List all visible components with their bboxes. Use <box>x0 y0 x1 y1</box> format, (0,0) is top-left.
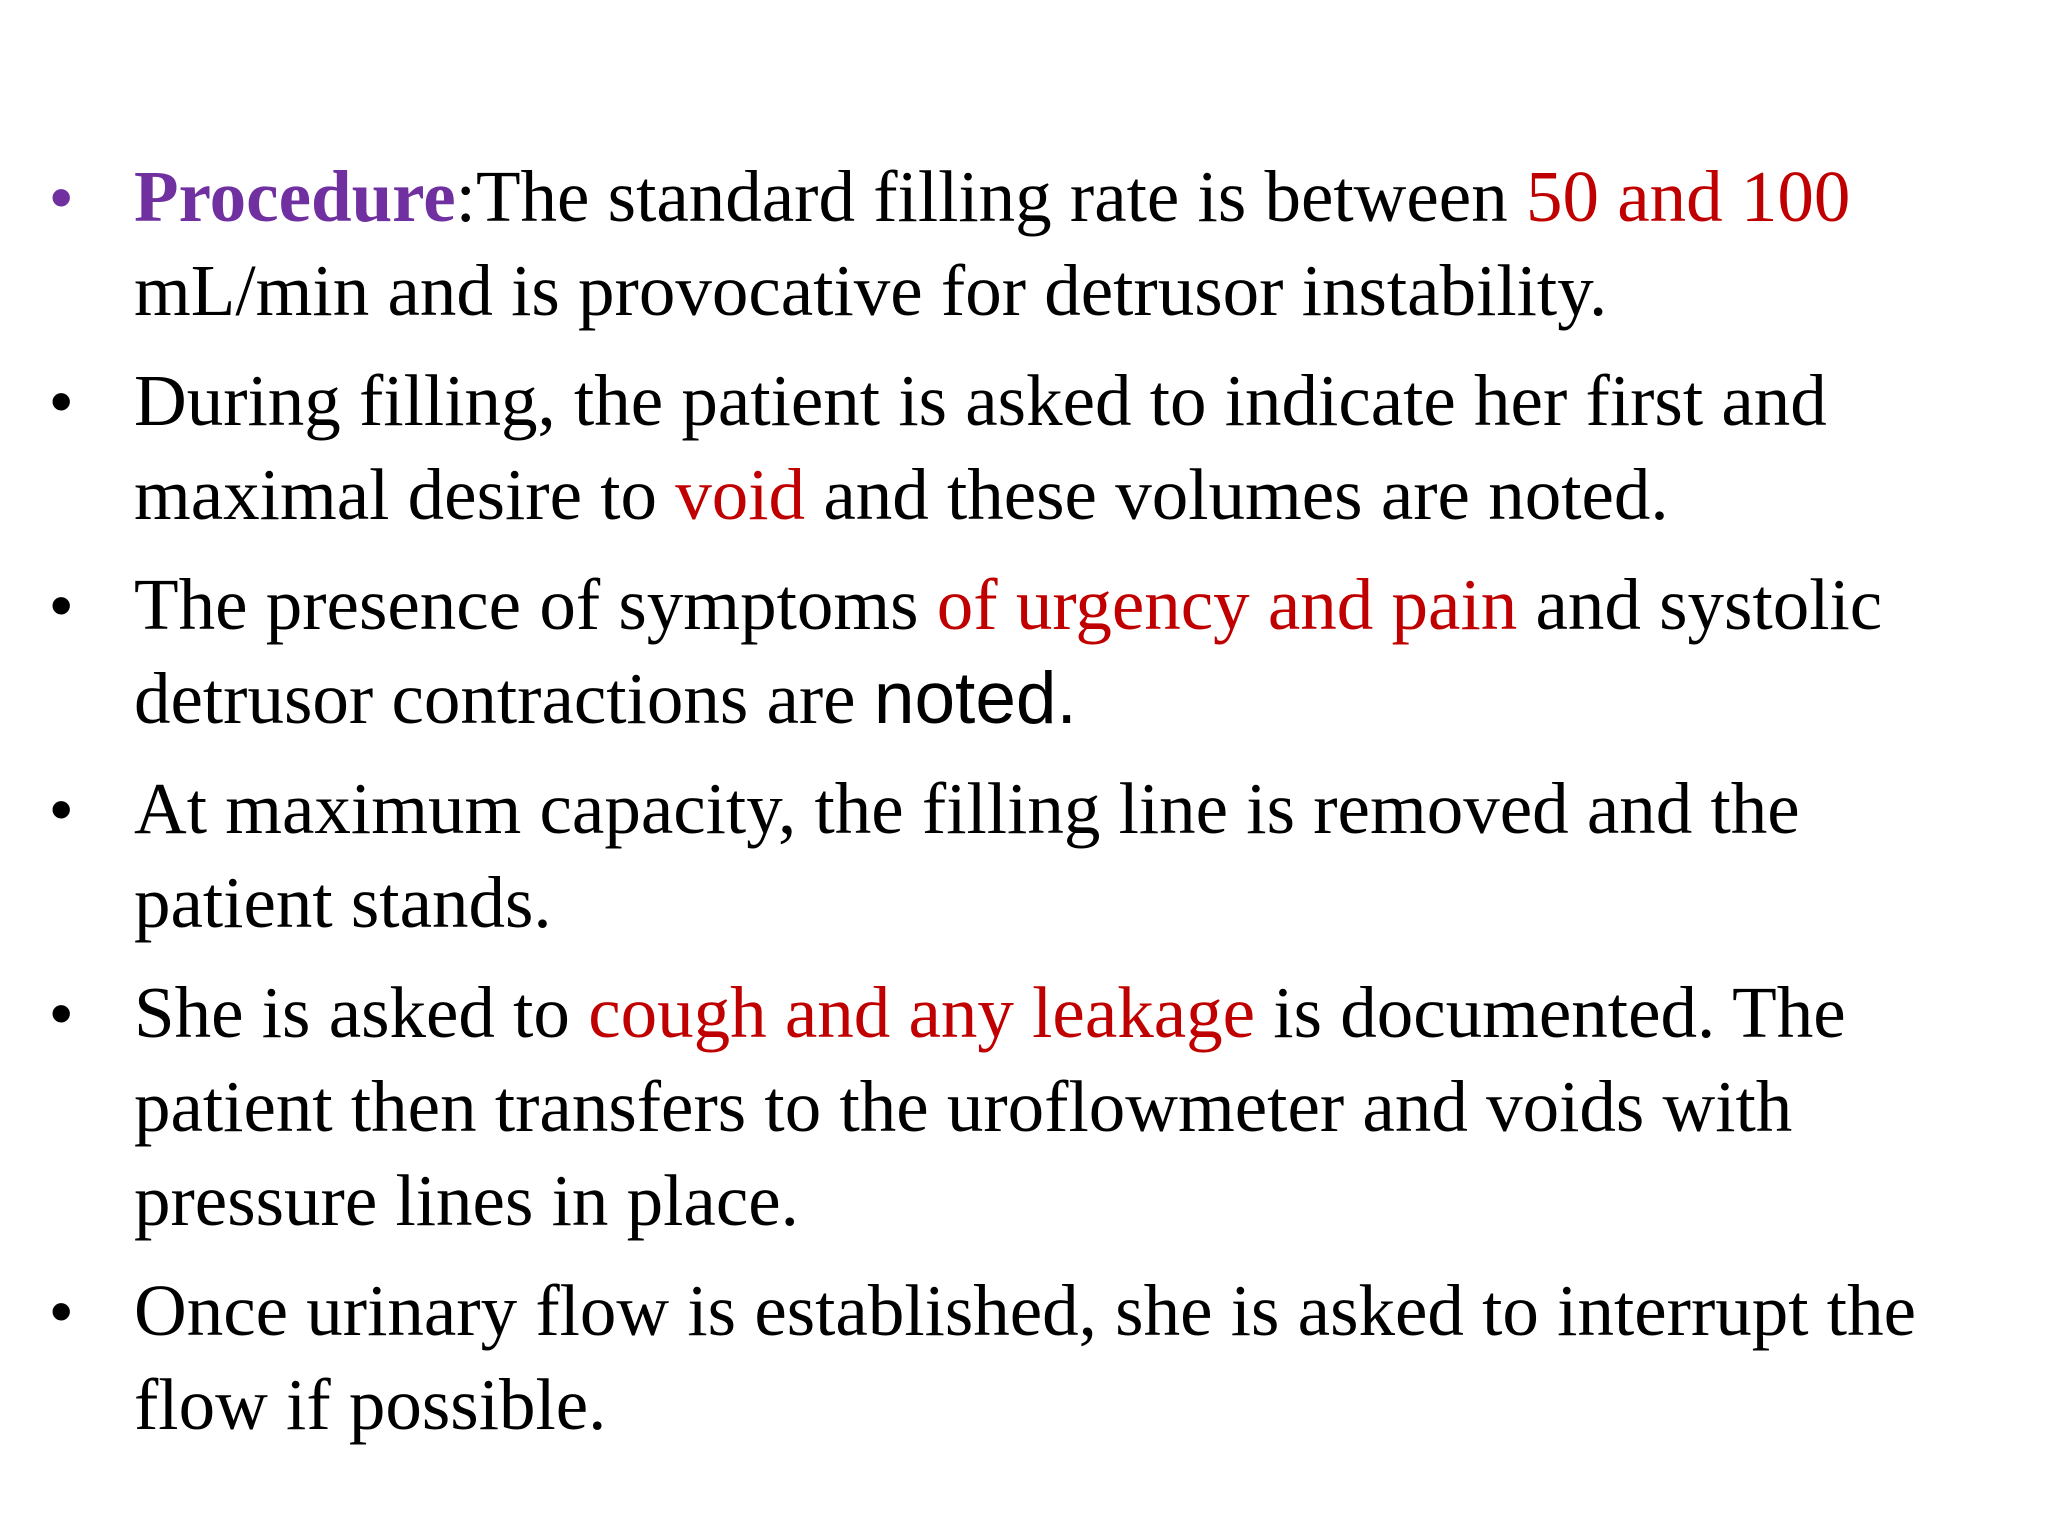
bullet-item-procedure <box>50 150 2010 338</box>
text-segment: :The standard filling rate is between <box>455 156 1526 237</box>
highlight-urgency: of urgency and pain <box>936 564 1518 645</box>
text-segment: During filling, the patient is asked to indicate her first and maximal desire to <box>134 360 1827 535</box>
bullet-item-flow <box>50 1264 2010 1452</box>
bullet-list <box>50 150 2010 1452</box>
bullet-item-symptoms <box>50 558 2010 746</box>
keyword-procedure: Procedure <box>134 156 456 237</box>
bullet-item-capacity <box>50 762 2010 950</box>
highlight-cough: cough and any leakage <box>588 972 1256 1053</box>
text-segment: and these volumes are noted. <box>805 454 1669 535</box>
text-segment: At maximum capacity, the filling line is removed and the patient stands. <box>134 768 1800 943</box>
bullet-icon: • <box>50 365 73 437</box>
bullet-item-cough <box>50 966 2010 1248</box>
bullet-text <box>134 156 1850 331</box>
bullet-text <box>134 972 1846 1241</box>
text-segment: and systolic detrusor contractions are <box>134 564 1883 739</box>
bullet-text <box>134 360 1827 535</box>
bullet-icon: • <box>50 161 73 233</box>
bullet-text <box>134 768 1800 943</box>
highlight-void: void <box>675 454 806 535</box>
text-segment: The presence of symptoms <box>134 564 937 645</box>
bullet-text <box>134 1270 1916 1445</box>
text-segment: is documented. The patient then transfers to the uroflowmeter and voids with pressure lines in place. <box>134 972 1846 1241</box>
bullet-icon: • <box>50 1275 73 1347</box>
text-segment: Once urinary flow is established, she is asked to interrupt the flow if possible. <box>134 1270 1916 1445</box>
bullet-item-filling <box>50 354 2010 542</box>
bullet-icon: • <box>50 977 73 1049</box>
text-segment: noted. <box>873 658 1077 739</box>
highlight-rate: 50 and 100 <box>1525 156 1851 237</box>
bullet-icon: • <box>50 773 73 845</box>
bullet-icon: • <box>50 569 73 641</box>
text-segment: She is asked to <box>134 972 589 1053</box>
bullet-text <box>134 564 1882 739</box>
text-segment: mL/min and is provocative for detrusor instability. <box>134 250 1608 331</box>
